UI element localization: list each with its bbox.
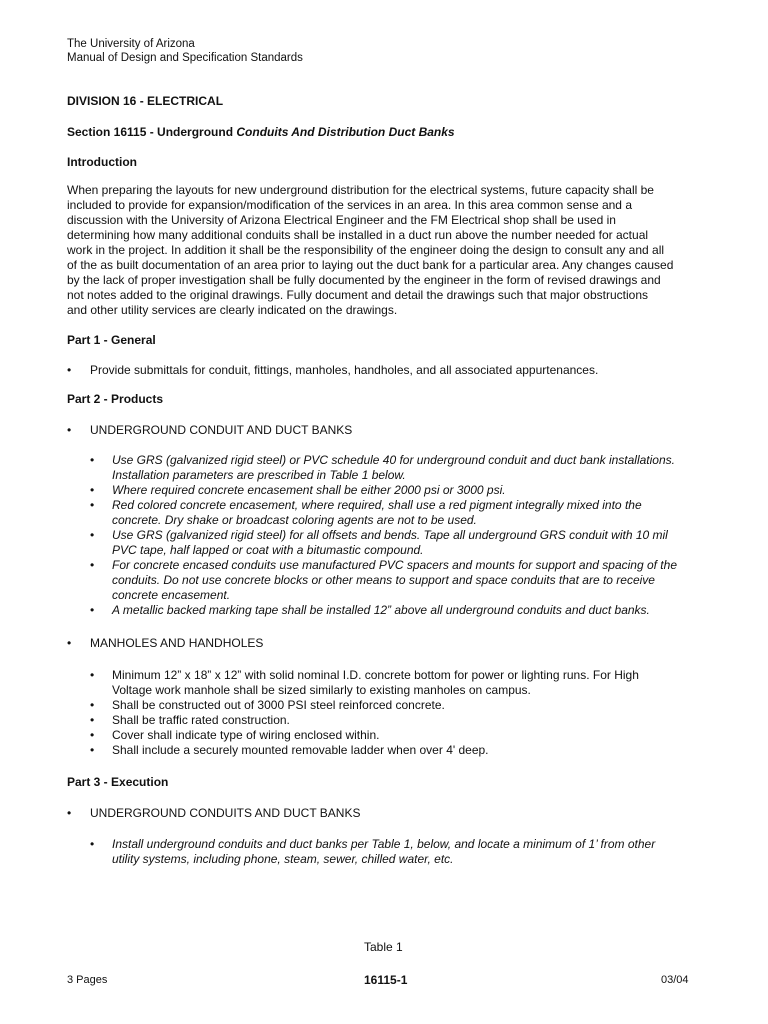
list-item-line: Install underground conduits and duct banks per Table 1, below, and locate a minimum of 1’ from other (112, 837, 656, 851)
list-item-line: Installation parameters are prescribed in Table 1 below. (112, 468, 406, 482)
list-item (90, 698, 710, 713)
bullet-icon: • (90, 728, 95, 742)
header-manual-title: Manual of Design and Specification Standards (67, 52, 303, 64)
division-heading: DIVISION 16 - ELECTRICAL (67, 94, 224, 108)
part2-group2-list (90, 668, 710, 758)
list-item (90, 743, 710, 758)
footer-page-count: 3 Pages (67, 974, 108, 986)
part2-heading: Part 2 - Products (67, 392, 164, 406)
bullet-icon: • (67, 423, 72, 437)
section-prefix: Section 16115 - Underground (67, 125, 237, 139)
list-item-line: Shall be traffic rated construction. (112, 713, 290, 727)
list-item (90, 483, 710, 498)
bullet-icon: • (90, 837, 95, 851)
introduction-line: discussion with the University of Arizona Electrical Engineer and the FM Electrical shop shall be used in (67, 213, 616, 227)
footer-date: 03/04 (661, 974, 689, 986)
list-item (90, 558, 710, 603)
bullet-icon: • (90, 558, 95, 572)
part3-group1-title-text: UNDERGROUND CONDUITS AND DUCT BANKS (90, 806, 361, 820)
list-item-line: For concrete encased conduits use manufactured PVC spacers and mounts for support and spacing of the (112, 558, 677, 572)
list-item-line: PVC tape, half lapped or coat with a bitumastic compound. (112, 543, 424, 557)
list-item-line: Shall be constructed out of 3000 PSI steel reinforced concrete. (112, 698, 445, 712)
table-caption: Table 1 (364, 940, 403, 954)
list-item (90, 603, 710, 618)
list-item-line: Use GRS (galvanized rigid steel) or PVC schedule 40 for underground conduit and duct bank installations. (112, 453, 675, 467)
introduction-line: not notes added to the original drawings. Fully document and detail the drawings such that major obstructions (67, 288, 649, 302)
header-university: The University of Arizona (67, 38, 195, 50)
bullet-icon: • (90, 483, 95, 497)
bullet-icon: • (67, 363, 72, 377)
list-item (90, 453, 710, 483)
bullet-icon: • (90, 713, 95, 727)
bullet-icon: • (90, 528, 95, 542)
list-item-line: Use GRS (galvanized rigid steel) for all offsets and bends. Tape all underground GRS conduit with 10 mil (112, 528, 668, 542)
introduction-line: When preparing the layouts for new underground distribution for the electrical systems, future capacity shall be (67, 183, 654, 197)
list-item-line: Minimum 12” x 18” x 12” with solid nominal I.D. concrete bottom for power or lighting runs. For High (112, 668, 639, 682)
list-item-line: conduits. Do not use concrete blocks or other means to support and space conduits that are to receive (112, 573, 655, 587)
document-header (67, 37, 303, 65)
introduction-line: of the as built documentation of an area prior to laying out the duct bank for a particular area. Any changes caused (67, 258, 674, 272)
part3-heading: Part 3 - Execution (67, 775, 169, 789)
list-item (90, 528, 710, 558)
list-item (90, 837, 710, 867)
list-item-line: Where required concrete encasement shall be either 2000 psi or 3000 psi. (112, 483, 506, 497)
list-item-line: Cover shall indicate type of wiring enclosed within. (112, 728, 380, 742)
introduction-line: included to provide for expansion/modification of the services in an area. In this area common sense and a (67, 198, 632, 212)
bullet-icon: • (90, 603, 95, 617)
bullet-icon: • (67, 636, 72, 650)
list-item-line: concrete encasement. (112, 588, 231, 602)
introduction-line: work in the project. In addition it shall be the responsibility of the engineer doing the design to consult any and all (67, 243, 665, 257)
part2-group1-list (90, 453, 710, 618)
list-item-line: A metallic backed marking tape shall be installed 12” above all underground conduits and duct banks. (112, 603, 650, 617)
part1-heading: Part 1 - General (67, 333, 156, 347)
section-title: Conduits And Distribution Duct Banks (236, 125, 455, 139)
part2-group2-title-text: MANHOLES AND HANDHOLES (90, 636, 264, 650)
section-heading (67, 125, 455, 140)
introduction-paragraph (67, 183, 707, 318)
list-item-line: utility systems, including phone, steam, sewer, chilled water, etc. (112, 852, 454, 866)
list-item (90, 668, 710, 698)
bullet-icon: • (90, 668, 95, 682)
bullet-icon: • (90, 743, 95, 757)
bullet-icon: • (90, 698, 95, 712)
list-item-line: Voltage work manhole shall be sized similarly to existing manholes on campus. (112, 683, 531, 697)
list-item-line: Shall include a securely mounted removable ladder when over 4' deep. (112, 743, 489, 757)
part2-group1-title-text: UNDERGROUND CONDUIT AND DUCT BANKS (90, 423, 353, 437)
part1-bullet-text: Provide submittals for conduit, fittings, manholes, handholes, and all associated appurtenances. (90, 363, 599, 377)
introduction-line: and other utility services are clearly indicated on the drawings. (67, 303, 398, 317)
bullet-icon: • (90, 453, 95, 467)
list-item-line: Red colored concrete encasement, where required, shall use a red pigment integrally mixed into the (112, 498, 642, 512)
footer-page-number: 16115-1 (364, 973, 408, 987)
bullet-icon: • (67, 806, 72, 820)
list-item-line: concrete. Dry shake or broadcast coloring agents are not to be used. (112, 513, 477, 527)
list-item (90, 713, 710, 728)
bullet-icon: • (90, 498, 95, 512)
list-item (90, 498, 710, 528)
introduction-line: determining how many additional conduits shall be installed in a duct run above the number needed for actual (67, 228, 649, 242)
introduction-line: by the lack of proper investigation shall be fully documented by the engineer in the form of revised drawings and (67, 273, 661, 287)
introduction-heading: Introduction (67, 155, 137, 169)
part3-group1-list (90, 837, 710, 867)
list-item (90, 728, 710, 743)
